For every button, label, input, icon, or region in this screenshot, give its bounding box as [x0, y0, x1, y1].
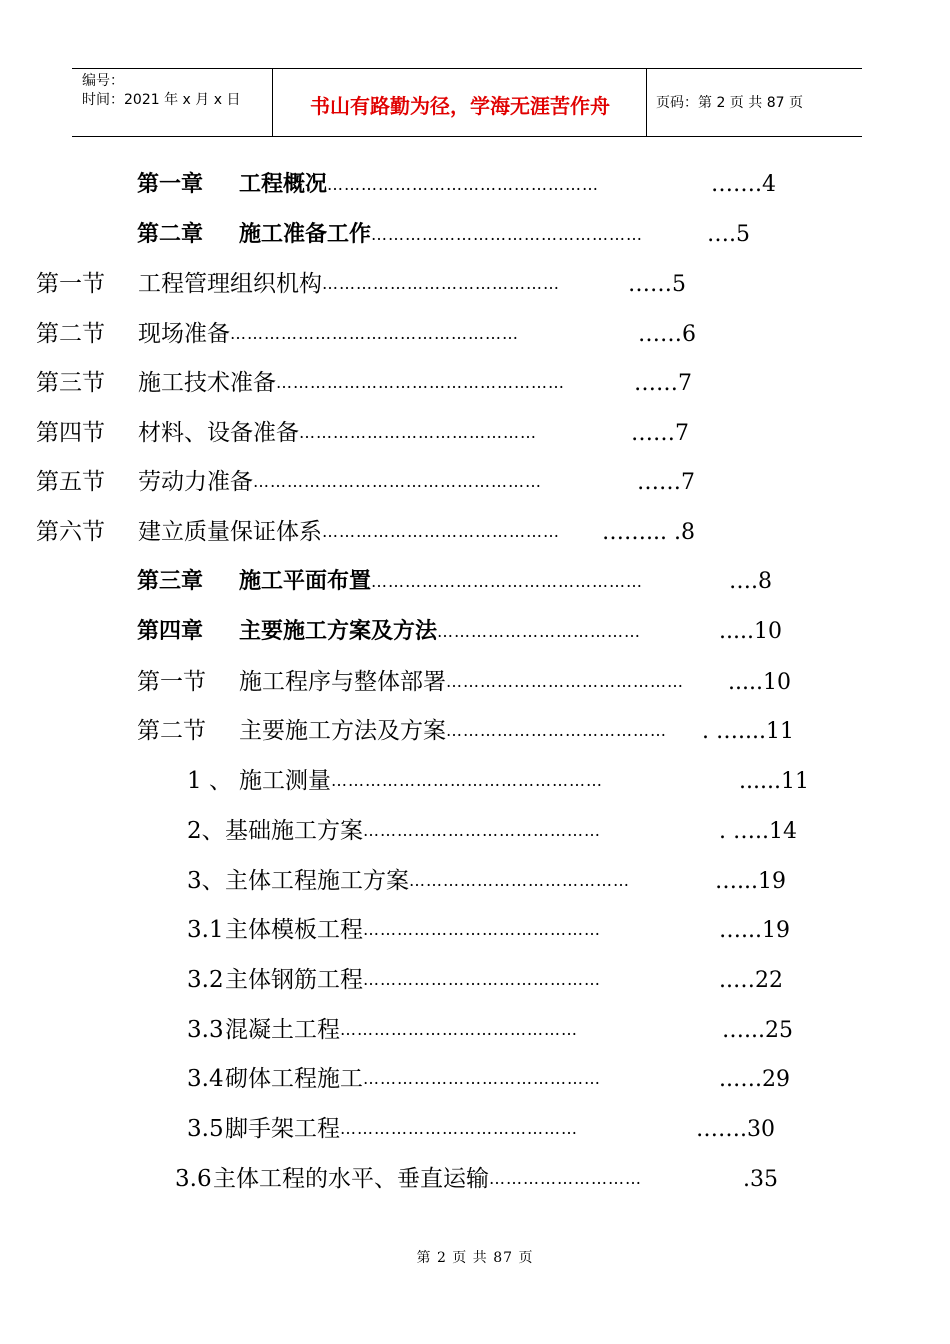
toc-leader: ……………………………………	[322, 522, 560, 541]
header-bottom-rule	[72, 136, 862, 137]
toc-leader: ……………………………………	[340, 1119, 578, 1138]
toc-title: 材料、设备准备	[138, 420, 299, 446]
header-top-rule	[72, 68, 862, 69]
toc-entry[interactable]	[187, 816, 797, 846]
toc-title: 施工准备工作	[239, 222, 372, 247]
toc-num: 3.1	[187, 917, 224, 943]
toc-entry[interactable]	[137, 170, 776, 200]
toc-page: ……... .8	[602, 520, 695, 545]
toc-title: 主体钢筋工程	[225, 967, 363, 993]
toc-entry[interactable]	[187, 915, 790, 945]
toc-num: 3.2	[187, 967, 224, 993]
toc-num: 3.5	[187, 1116, 224, 1142]
toc-leader: ……………………………………………	[253, 472, 542, 491]
toc-entry[interactable]	[137, 716, 794, 746]
toc-leader: …………………………………………	[371, 572, 644, 591]
toc-leader: …………………………………	[409, 871, 630, 890]
toc-entry[interactable]	[36, 418, 689, 448]
toc-num: 第二章	[137, 222, 204, 247]
header-motto: 书山有路勤为径，学海无涯苦作舟	[310, 94, 610, 118]
toc-leader: ………………………	[489, 1169, 642, 1188]
toc-leader: …………………………………………	[371, 225, 644, 244]
toc-num: 第四章	[137, 619, 204, 644]
toc-num: 第三章	[137, 569, 204, 594]
toc-title: 混凝土工程	[225, 1017, 340, 1043]
header-pager: 页码：第 2 页 共 87 页	[656, 95, 803, 111]
toc-entry[interactable]	[187, 766, 809, 796]
toc-title: 主要施工方法及方案	[239, 718, 446, 744]
toc-page: ….8	[729, 569, 773, 594]
toc-num: 第一节	[36, 271, 105, 297]
toc-num: 第四节	[36, 420, 105, 446]
header-divider-left	[272, 68, 273, 136]
toc-page: ..….29	[719, 1067, 790, 1092]
toc-leader: ……………………………………	[363, 970, 601, 989]
toc-page: . …....11	[702, 719, 794, 744]
code-label: 编号：	[82, 73, 124, 89]
toc-num: 3.3	[187, 1017, 224, 1043]
toc-page: …...25	[722, 1018, 793, 1043]
toc-page: …...19	[715, 869, 786, 894]
toc-leader: ……………………………………	[363, 920, 601, 939]
toc-page: ......11	[739, 769, 809, 794]
toc-title: 主要施工方案及方法	[239, 619, 438, 644]
page-footer: 第 2 页 共 87 页	[416, 1250, 534, 1266]
toc-page: . …..14	[719, 819, 797, 844]
toc-page: .....10	[719, 619, 782, 644]
toc-leader: ……………………………………	[322, 274, 560, 293]
toc-page: ..…22	[719, 968, 783, 993]
toc-leader: ………………………………	[437, 622, 642, 641]
toc-page: .....10	[728, 670, 791, 695]
toc-entry[interactable]	[187, 965, 783, 995]
toc-entry[interactable]	[36, 269, 686, 299]
toc-title: 施工测量	[239, 768, 331, 794]
toc-page: ….5	[707, 222, 751, 247]
toc-entry[interactable]	[187, 1064, 790, 1094]
toc-entry[interactable]	[187, 1015, 793, 1045]
toc-page: ……5	[628, 272, 686, 297]
toc-entry[interactable]	[36, 368, 692, 398]
toc-title: 现场准备	[138, 321, 230, 347]
toc-title: 施工程序与整体部署	[239, 669, 446, 695]
toc-leader: ……………………………………	[363, 821, 601, 840]
header-divider-right	[646, 68, 647, 136]
toc-title: 工程概况	[239, 172, 328, 197]
toc-entry[interactable]	[175, 1164, 778, 1194]
toc-num: 3.4	[187, 1066, 224, 1092]
toc-entry[interactable]	[36, 467, 695, 497]
toc-entry[interactable]	[187, 1114, 775, 1144]
toc-leader: …………………………………	[446, 721, 667, 740]
toc-title: 施工技术准备	[138, 370, 276, 396]
toc-page: ……7	[634, 371, 692, 396]
toc-num: 3、	[187, 868, 225, 894]
toc-entry[interactable]	[137, 617, 782, 647]
header-meta	[82, 72, 240, 110]
toc-title: 主体模板工程	[225, 917, 363, 943]
toc-page: ……6	[638, 322, 696, 347]
toc-num: 第五节	[36, 469, 105, 495]
toc-title: 施工平面布置	[239, 569, 372, 594]
toc-page: …...19	[719, 918, 790, 943]
toc-page: ……7	[637, 470, 695, 495]
toc-title: 劳动力准备	[138, 469, 253, 495]
toc-title: 脚手架工程	[225, 1116, 340, 1142]
toc-title: 工程管理组织机构	[138, 271, 322, 297]
toc-leader: ……………………………………	[446, 672, 684, 691]
toc-page: …….30	[696, 1117, 775, 1142]
toc-title: 主体工程的水平、垂直运输	[213, 1166, 489, 1192]
toc-leader: ……………………………………	[340, 1020, 578, 1039]
toc-num: 第二节	[36, 321, 105, 347]
toc-entry[interactable]	[137, 567, 772, 597]
toc-leader: ……………………………………………	[230, 324, 519, 343]
toc-page: .35	[743, 1167, 778, 1192]
toc-entry[interactable]	[137, 667, 791, 697]
toc-leader: ……………………………………	[299, 423, 537, 442]
toc-num: 第三节	[36, 370, 105, 396]
toc-leader: …………………………………………	[327, 175, 600, 194]
toc-num: 第一章	[137, 172, 204, 197]
toc-title: 砌体工程施工	[225, 1066, 363, 1092]
toc-entry[interactable]	[137, 220, 750, 250]
toc-leader: ……………………………………………	[276, 373, 565, 392]
toc-entry[interactable]	[36, 517, 695, 547]
toc-entry[interactable]	[187, 866, 786, 896]
toc-page: ……7	[631, 421, 689, 446]
toc-num: 3.6	[175, 1166, 212, 1192]
toc-leader: …………………………………………	[331, 771, 603, 790]
time-label: 时间：2021 年 x 月 x 日	[82, 92, 241, 108]
toc-title: 主体工程施工方案	[225, 868, 409, 894]
toc-num: 第二节	[137, 718, 206, 744]
toc-num: 2、	[187, 818, 225, 844]
toc-title: 建立质量保证体系	[138, 519, 322, 545]
toc-leader: ……………………………………	[363, 1069, 601, 1088]
toc-num: 第六节	[36, 519, 105, 545]
toc-num: 第一节	[137, 669, 206, 695]
toc-page: …….4	[711, 172, 777, 197]
toc-title: 基础施工方案	[225, 818, 363, 844]
toc-num: 1 、	[187, 768, 232, 794]
toc-entry[interactable]	[36, 319, 696, 349]
